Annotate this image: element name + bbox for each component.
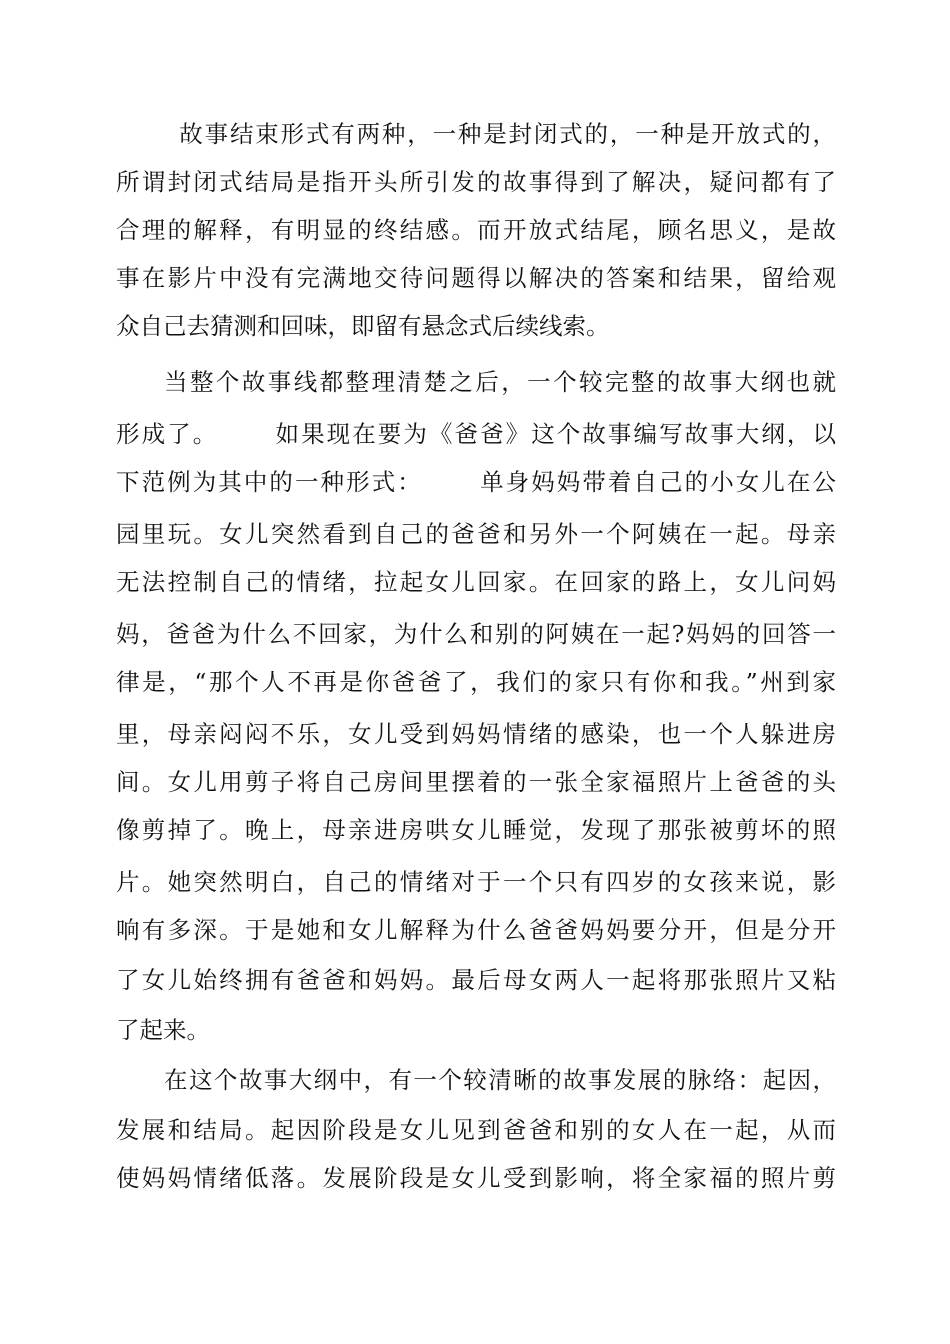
paragraph-3-line-3: 使妈妈情绪低落。发展阶段是女儿受到影响，将全家福的照片剪 — [116, 1164, 836, 1192]
paragraph-1-line-1: 故事结束形式有两种，一种是封闭式的，一种是开放式的， — [170, 120, 836, 148]
paragraph-3-line-2: 发展和结局。起因阶段是女儿见到爸爸和别的女人在一起，从而 — [116, 1116, 836, 1144]
paragraph-1-line-4: 事在影片中没有完满地交待问题得以解决的答案和结果，留给观 — [116, 264, 836, 292]
paragraph-2-line-12: 响有多深。于是她和女儿解释为什么爸爸妈妈要分开，但是分开 — [116, 916, 836, 944]
paragraph-1-line-2: 所谓封闭式结局是指开头所引发的故事得到了解决，疑问都有了 — [116, 168, 836, 196]
paragraph-2-line-14: 了起来。 — [116, 1016, 210, 1044]
paragraph-1-line-5: 众自己去猜测和回味，即留有悬念式后续线索。 — [116, 312, 610, 340]
paragraph-2-line-13: 了女儿始终拥有爸爸和妈妈。最后母女两人一起将那张照片又粘 — [116, 966, 836, 994]
paragraph-1-line-3: 合理的解释，有明显的终结感。而开放式结尾，顾名思义，是故 — [116, 216, 836, 244]
paragraph-3-line-1: 在这个故事大纲中，有一个较清晰的故事发展的脉络：起因， — [164, 1066, 836, 1094]
paragraph-2-line-2: 形成了。 如果现在要为《爸爸》这个故事编写故事大纲，以 — [116, 420, 836, 448]
paragraph-2-line-7: 律是，“那个人不再是你爸爸了，我们的家只有你和我。”州到家 — [116, 668, 836, 696]
paragraph-2-line-3: 下范例为其中的一种形式： 单身妈妈带着自己的小女儿在公 — [116, 468, 836, 496]
paragraph-2-line-6: 妈，爸爸为什么不回家，为什么和别的阿姨在一起?妈妈的回答一 — [116, 620, 836, 648]
paragraph-2-line-4: 园里玩。女儿突然看到自己的爸爸和另外一个阿姨在一起。母亲 — [116, 520, 836, 548]
paragraph-2-line-8: 里，母亲闷闷不乐，女儿受到妈妈情绪的感染，也一个人躲进房 — [116, 720, 836, 748]
paragraph-2-line-5: 无法控制自己的情绪，拉起女儿回家。在回家的路上，女儿问妈 — [116, 568, 836, 596]
paragraph-2-line-9: 间。女儿用剪子将自己房间里摆着的一张全家福照片上爸爸的头 — [116, 768, 836, 796]
paragraph-2-line-1: 当整个故事线都整理清楚之后，一个较完整的故事大纲也就 — [164, 368, 836, 396]
paragraph-2-line-10: 像剪掉了。晚上，母亲进房哄女儿睡觉，发现了那张被剪坏的照 — [116, 816, 836, 844]
paragraph-2-line-11: 片。她突然明白，自己的情绪对于一个只有四岁的女孩来说，影 — [116, 868, 836, 896]
